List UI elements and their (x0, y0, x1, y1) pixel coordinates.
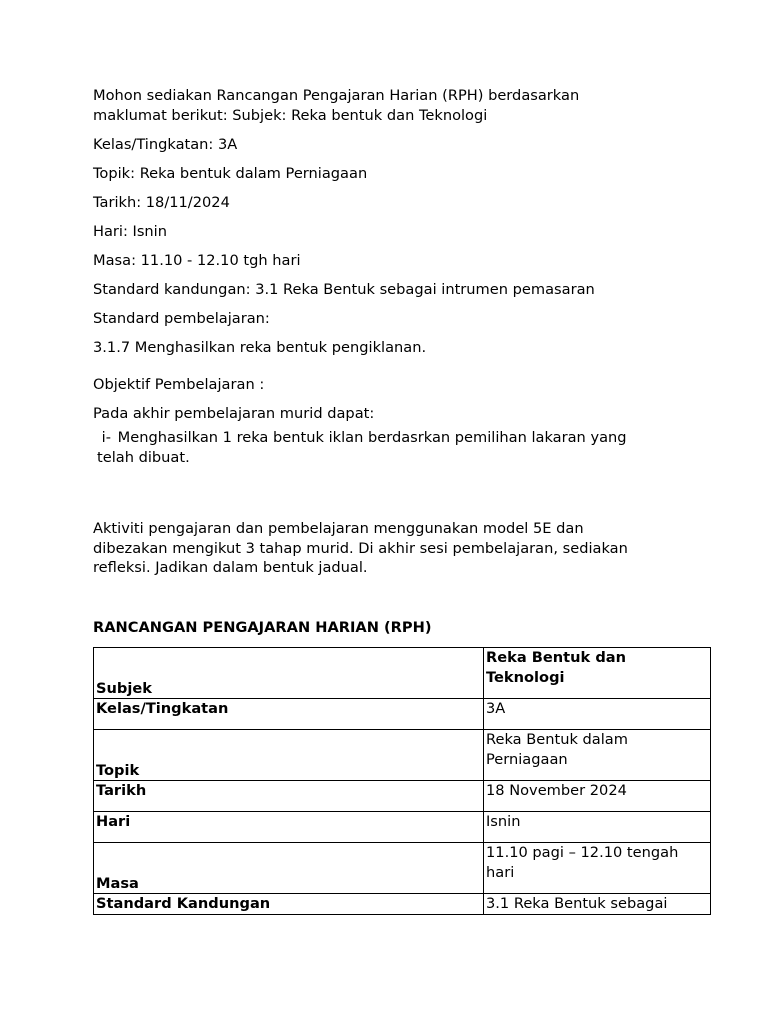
row-value-masa: 11.10 pagi – 12.10 tengah hari (484, 843, 711, 894)
row-value-standard-kandungan: 3.1 Reka Bentuk sebagai (484, 894, 711, 915)
aktiviti-line-3: refleksi. Jadikan dalam bentuk jadual. (93, 559, 368, 576)
intro-line-1: Mohon sediakan Rancangan Pengajaran Harian (RPH) berdasarkan (93, 87, 580, 104)
table-row (94, 648, 711, 699)
tarikh-line: Tarikh: 18/11/2024 (93, 193, 230, 211)
document-page (93, 86, 713, 915)
row-value-topik: Reka Bentuk dalam Perniagaan (484, 730, 711, 781)
row-value-tarikh: 18 November 2024 (484, 781, 711, 812)
aktiviti-line-1: Aktiviti pengajaran dan pembelajaran menggunakan model 5E dan (93, 520, 584, 537)
row-label-masa: Masa (94, 843, 484, 894)
objektif-item-number: i- (101, 429, 111, 446)
row-value-subjek: Reka Bentuk dan Teknologi (484, 648, 711, 699)
table-row (94, 894, 711, 915)
row-value-hari: Isnin (484, 812, 711, 843)
aktiviti-paragraph (93, 519, 713, 578)
row-label-topik: Topik (94, 730, 484, 781)
aktiviti-line-2: dibezakan mengikut 3 tahap murid. Di akhir sesi pembelajaran, sediakan (93, 539, 628, 557)
objektif-item-text-2: telah dibuat. (97, 448, 190, 466)
hari-line: Hari: Isnin (93, 222, 167, 240)
table-row (94, 781, 711, 812)
standard-kandungan-line: Standard kandungan: 3.1 Reka Bentuk sebagai intrumen pemasaran (93, 280, 595, 298)
request-intro (93, 86, 713, 125)
standard-pembelajaran-label: Standard pembelajaran: (93, 309, 270, 327)
rph-table (93, 647, 711, 915)
table-row (94, 730, 711, 781)
topik-line: Topik: Reka bentuk dalam Perniagaan (93, 164, 368, 182)
row-label-hari: Hari (94, 812, 484, 843)
table-row (94, 843, 711, 894)
rph-heading: RANCANGAN PENGAJARAN HARIAN (RPH) (93, 618, 432, 636)
row-label-standard-kandungan: Standard Kandungan (94, 894, 484, 915)
table-row (94, 812, 711, 843)
table-row (94, 699, 711, 730)
intro-line-2: maklumat berikut: Subjek: Reka bentuk dan Teknologi (93, 106, 488, 124)
objektif-item-text-1: Menghasilkan 1 reka bentuk iklan berdasrkan pemilihan lakaran yang (117, 429, 627, 446)
pada-akhir-line: Pada akhir pembelajaran murid dapat: (93, 404, 375, 422)
row-label-subjek: Subjek (94, 648, 484, 699)
kelas-line: Kelas/Tingkatan: 3A (93, 135, 238, 153)
masa-line: Masa: 11.10 - 12.10 tgh hari (93, 251, 301, 269)
objektif-label: Objektif Pembelajaran : (93, 375, 265, 393)
row-label-tarikh: Tarikh (94, 781, 484, 812)
objektif-list-item (93, 428, 713, 467)
standard-pembelajaran-item: 3.1.7 Menghasilkan reka bentuk pengiklanan. (93, 338, 427, 356)
row-label-kelas: Kelas/Tingkatan (94, 699, 484, 730)
row-value-kelas: 3A (484, 699, 711, 730)
